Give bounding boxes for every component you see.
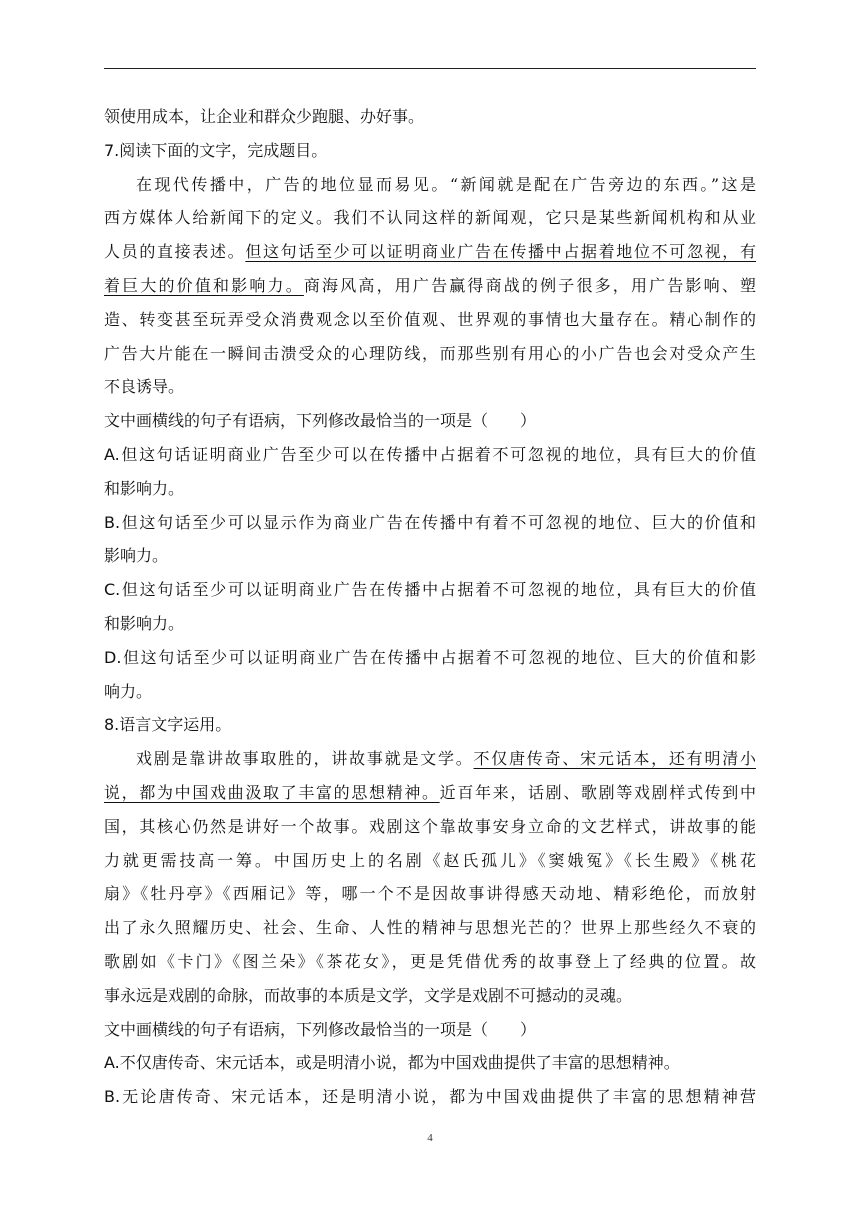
header-rule — [104, 68, 756, 69]
previous-question-tail: 领使用成本，让企业和群众少跑腿、办好事。 — [104, 107, 425, 126]
question-7-options — [104, 438, 756, 708]
passage-line: 广告大片能在一瞬间击溃受众的心理防线，而那些别有用心的小广告也会对受众产生 — [104, 343, 756, 363]
passage-line: 在现代传播中，广告的地位显而易见。“新闻就是配在广告旁边的东西。”这是 — [136, 174, 756, 194]
passage-line — [104, 235, 756, 269]
passage-line: 扇》《牡丹亭》《西厢记》等，哪一个不是因故事讲得感天动地、精彩绝伦，而放射 — [104, 884, 756, 904]
option-d: D.但这句话至少可以证明商业广告在传播中占据着不可忽视的地位、巨大的价值和影 — [104, 647, 756, 667]
underlined-sentence: 不仅唐传奇、宋元话本，还有明清小 — [473, 749, 756, 769]
question-8-passage — [104, 742, 756, 1012]
option-c: C.但这句话至少可以证明商业广告在传播中占据着不可忽视的地位，具有巨大的价值 — [104, 580, 756, 600]
option-a-cont: 和影响力。 — [104, 478, 185, 498]
passage-line — [104, 776, 756, 810]
question-8 — [104, 708, 756, 1114]
passage-line: 出了永久照耀历史、社会、生命、人性的精神与思想光芒的？世界上那些经久不衰的 — [104, 918, 756, 938]
question-8-options — [104, 1046, 756, 1114]
option-b: B.但这句话至少可以显示作为商业广告在传播中有着不可忽视的地位、巨大的价值和 — [104, 512, 756, 532]
question-8-title: 8.语言文字运用。 — [104, 715, 232, 735]
option-b-cont: 影响力。 — [104, 546, 169, 566]
option-b: B.无论唐传奇、宋元话本，还是明清小说，都为中国戏曲提供了丰富的思想精神营 — [104, 1087, 756, 1107]
passage-text: 人员的直接表述。 — [104, 242, 246, 262]
underlined-sentence: 但这句话至少可以证明商业广告在传播中占据着地位不可忽视，有 — [245, 242, 756, 262]
passage-line: 不良诱导。 — [104, 377, 185, 397]
passage-line: 歌剧如《卡门》《图兰朵》《茶花女》，更是凭借优秀的故事登上了经典的位置。故 — [104, 951, 756, 971]
option-a: A.但这句话证明商业广告至少可以在传播中占据着不可忽视的地位，具有巨大的价值 — [104, 444, 756, 464]
passage-text: 戏剧是靠讲故事取胜的，讲故事就是文学。 — [136, 749, 474, 769]
passage-line: 国，其核心仍然是讲好一个故事。戏剧这个靠故事安身立命的文艺样式，讲故事的能 — [104, 816, 756, 836]
passage-text: 商海风高，用广告赢得商战的例子很多，用广告影响、塑 — [303, 275, 756, 295]
question-7-passage — [104, 168, 756, 405]
option-c-cont: 和影响力。 — [104, 613, 185, 633]
passage-line: 力就更需技高一筹。中国历史上的名剧《赵氏孤儿》《窦娥冤》《长生殿》《桃花 — [104, 850, 756, 870]
page-content — [104, 100, 756, 1114]
passage-line — [104, 269, 756, 303]
question-7-prompt: 文中画横线的句子有语病，下列修改最恰当的一项是（ ） — [104, 411, 537, 431]
passage-text: 近百年来，话剧、歌剧等戏剧样式传到中 — [439, 782, 756, 802]
page-number: 4 — [427, 1132, 433, 1144]
underlined-sentence: 着巨大的价值和影响力。 — [104, 275, 304, 295]
question-7-title: 7.阅读下面的文字，完成题目。 — [104, 140, 328, 160]
passage-line: 西方媒体人给新闻下的定义。我们不认同这样的新闻观，它只是某些新闻机构和从业 — [104, 208, 756, 228]
passage-line — [104, 742, 756, 776]
question-7 — [104, 134, 756, 709]
passage-line: 造、转变甚至玩弄受众消费观念以至价值观、世界观的事情也大量存在。精心制作的 — [104, 309, 756, 329]
passage-line: 事永远是戏剧的命脉，而故事的本质是文学，文学是戏剧不可撼动的灵魂。 — [104, 985, 633, 1005]
option-a: A.不仅唐传奇、宋元话本，或是明清小说，都为中国戏曲提供了丰富的思想精神。 — [104, 1053, 680, 1073]
option-d-cont: 响力。 — [104, 681, 153, 701]
question-8-prompt: 文中画横线的句子有语病，下列修改最恰当的一项是（ ） — [104, 1019, 537, 1039]
underlined-sentence: 说，都为中国戏曲汲取了丰富的思想精神。 — [104, 782, 440, 802]
